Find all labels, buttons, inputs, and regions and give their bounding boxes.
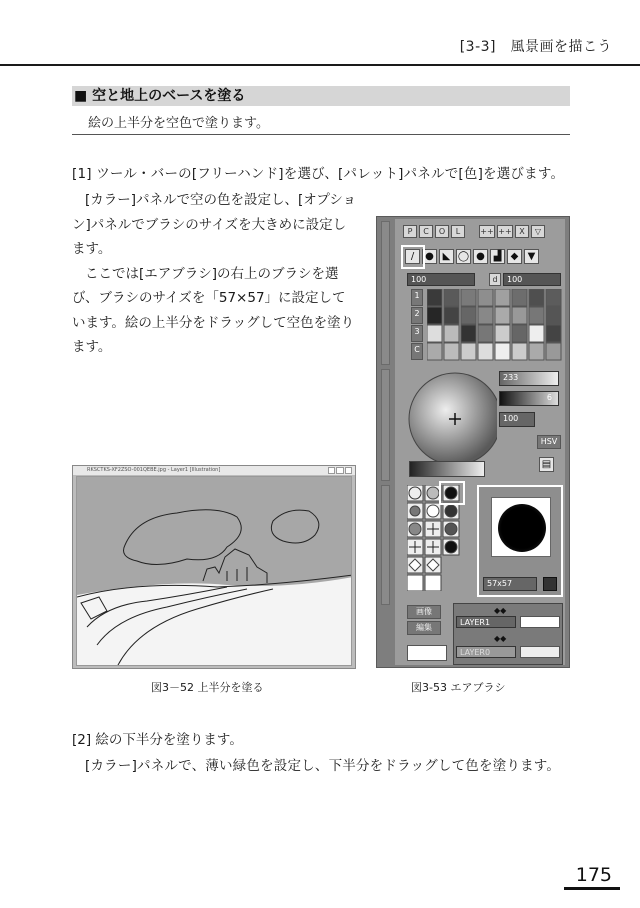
maximize-icon: [336, 467, 343, 474]
window-controls: [328, 467, 352, 474]
edit-menu-button[interactable]: 編集: [407, 621, 441, 635]
figure-3-52-caption: 図3－52 上半分を塗る: [151, 681, 264, 694]
panel-control-buttons: [479, 225, 545, 238]
density-field[interactable]: 100: [503, 273, 561, 286]
menu-button[interactable]: ▽: [531, 225, 545, 238]
sketch-drawing: [77, 477, 352, 666]
density-label: d: [489, 273, 501, 286]
panel-grip[interactable]: [381, 369, 390, 481]
brush-size-field[interactable]: 57x57: [483, 577, 537, 591]
close-button[interactable]: X: [515, 225, 529, 238]
palette-row-number[interactable]: 3: [411, 325, 423, 342]
selected-brush-highlight: [439, 481, 465, 505]
color-swap-icon[interactable]: ▤: [539, 457, 554, 472]
step-1-paragraph-1: [カラー]パネルで空の色を設定し、[オプション]パネルでブラシのサイズを大きめに設定します。: [72, 192, 357, 257]
layer-arrows-icon[interactable]: ◆◆: [494, 634, 507, 643]
tab-palette[interactable]: P: [403, 225, 417, 238]
figure-3-52-screenshot: [72, 465, 356, 669]
layer-0-thumbnail: [520, 646, 560, 658]
step-1-heading: [1] ツール・バーの[フリーハンド]を選び、[パレット]パネルで[色]を選びます。: [72, 166, 565, 182]
dropdown-icon[interactable]: ▼: [524, 249, 539, 264]
tab-option[interactable]: O: [435, 225, 449, 238]
hue-slider[interactable]: 233: [499, 371, 559, 386]
running-header: [0, 34, 640, 68]
image-menu-button[interactable]: 画像: [407, 605, 441, 619]
shrink-button[interactable]: ++: [480, 227, 494, 236]
tool-icons-row: [405, 249, 539, 264]
blur-icon[interactable]: ●: [473, 249, 488, 264]
brush-preview: [491, 497, 551, 557]
page-number-rule: [564, 887, 620, 890]
layer-list: [453, 603, 563, 665]
panel-grip[interactable]: [381, 485, 390, 605]
layer-thumbnail: [407, 645, 447, 661]
section-subtitle: 絵の上半分を空色で塗ります。: [88, 116, 269, 131]
palette-row-numbers: [411, 289, 423, 360]
close-icon: [345, 467, 352, 474]
step-1-paragraph-2: ここでは[エアブラシ]の右上のブラシを選び、ブラシのサイズを「57×57」に設定しています。絵の上半分をドラッグして空色を塗ります。: [72, 265, 355, 355]
bucket-icon[interactable]: ◆: [507, 249, 522, 264]
palette-row-number[interactable]: C: [411, 343, 423, 360]
step-2-heading: [2] 絵の下半分を塗ります。: [72, 732, 243, 748]
color-wheel[interactable]: [407, 369, 497, 469]
panel-tab-buttons: [403, 225, 465, 238]
section-rule: [72, 134, 570, 135]
layer-item-1[interactable]: LAYER1: [456, 616, 516, 628]
panel-grip[interactable]: [381, 221, 390, 365]
figure-3-53-caption: 図3-53 エアブラシ: [411, 681, 506, 694]
layer-1-thumbnail: [520, 616, 560, 628]
figure-3-53-palette-panel: [376, 216, 570, 668]
color-swatch-grid[interactable]: [427, 289, 563, 361]
brush-size-icon[interactable]: [543, 577, 557, 591]
selected-tool-highlight: [401, 245, 425, 269]
brush-dot-icon: [498, 504, 546, 552]
header-section-title: [3-3] 風景画を描こう: [459, 39, 612, 55]
palette-row-number[interactable]: 2: [411, 307, 423, 324]
eraser-icon[interactable]: ◯: [457, 251, 470, 262]
airbrush-icon[interactable]: ●: [422, 249, 437, 264]
layer-arrows-icon[interactable]: ◆◆: [494, 606, 507, 615]
pencil-icon[interactable]: /: [405, 249, 420, 264]
tab-layer[interactable]: L: [451, 225, 465, 238]
brush-preview-frame: [477, 485, 563, 597]
palette-row-number[interactable]: 1: [411, 289, 423, 306]
fill-icon[interactable]: ▟: [490, 249, 505, 264]
hsv-toggle-button[interactable]: HSV: [537, 435, 561, 449]
gradient-bar[interactable]: [409, 461, 485, 477]
pen-icon[interactable]: ◣: [439, 249, 454, 264]
step-1-body: [72, 188, 358, 360]
opacity-field[interactable]: 100: [407, 273, 475, 286]
value-slider[interactable]: 100: [499, 412, 535, 427]
canvas-area: [76, 476, 352, 666]
expand-button[interactable]: ++: [498, 227, 512, 236]
section-title: ■ 空と地上のベースを塗る: [74, 88, 246, 104]
page-number: 175: [575, 864, 612, 886]
layer-item-0[interactable]: LAYER0: [456, 646, 516, 658]
tab-color[interactable]: C: [419, 225, 433, 238]
canvas-window-titlebar: RKSCTKS-XF2ZSO-001QEBE.jpg - Layer1 [Illustration]: [73, 466, 355, 475]
step-2-description: [カラー]パネルで、薄い緑色を設定し、下半分をドラッグして色を塗ります。: [85, 758, 561, 774]
header-rule: [0, 64, 640, 66]
saturation-slider[interactable]: 6: [499, 391, 559, 406]
minimize-icon: [328, 467, 335, 474]
